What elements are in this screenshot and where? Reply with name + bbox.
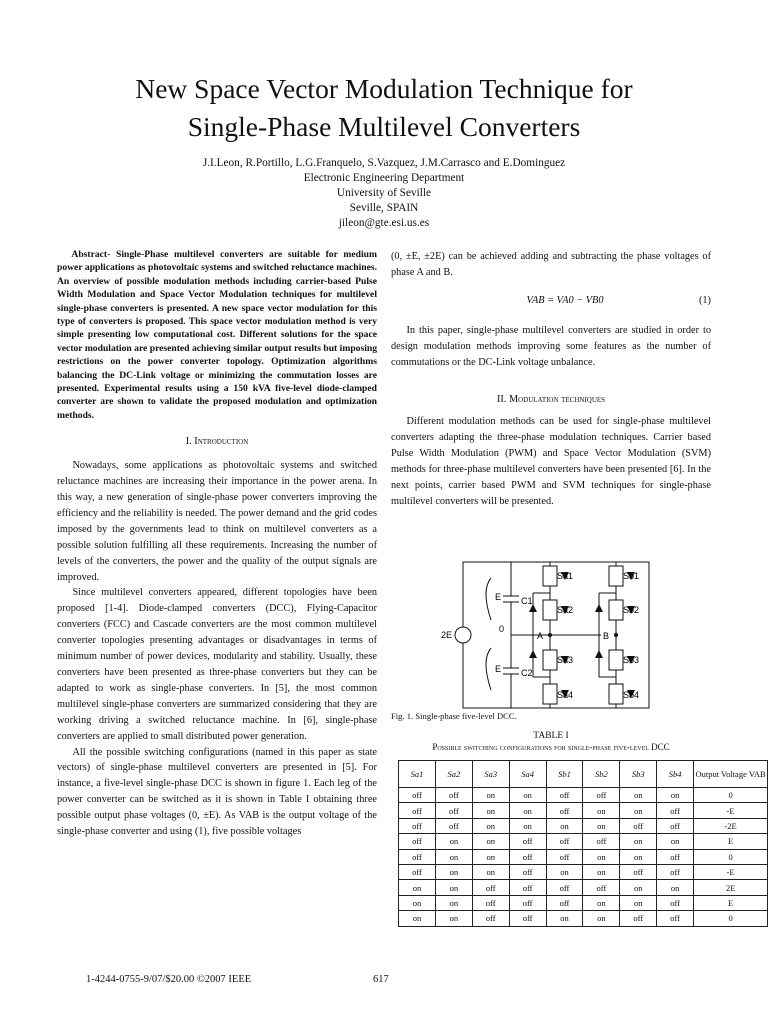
table-cell: on [546,911,583,926]
table-cell: off [509,849,546,864]
table-cell: off [546,834,583,849]
label-sa2: Sa2 [557,605,574,615]
left-column [57,248,377,840]
table-cell: on [399,911,436,926]
table-cell: E [694,834,768,849]
paper-title [0,70,768,146]
table-cell: off [546,803,583,818]
table-cell: off [509,834,546,849]
table-cell: off [583,834,620,849]
right-paragraph-2: In this paper, single-phase multilevel converters are studied in order to design modulation methods improving some features as the number of commutations or the DC-Link voltage unbalance. [391,324,711,368]
label-zero: 0 [499,624,505,634]
table-cell: on [546,818,583,833]
title-line-2: Single-Phase Multilevel Converters [187,111,581,142]
table-body [399,788,768,927]
table-cell: off [583,880,620,895]
table-cell: off [546,788,583,803]
label-c2: C2 [521,668,533,678]
table-cell: on [546,864,583,879]
table-title: Possible switching configurations for single-phase five-level DCC [432,742,670,752]
table-cell: on [472,803,509,818]
table-header-cell: Sa3 [472,761,509,788]
table-cell: -E [694,803,768,818]
table-header-cell: Sb2 [583,761,620,788]
table-cell: on [472,818,509,833]
table-cell: off [509,911,546,926]
section-1-heading: I. Introduction [185,436,249,448]
label-node-a: A [537,631,544,641]
label-sb4: Sb4 [623,690,640,700]
authors: J.I.Leon, R.Portillo, L.G.Franquelo, S.Vazquez, J.M.Carrasco and E.Dominguez [202,157,566,169]
table-cell: off [472,895,509,910]
label-sb3: Sb3 [623,655,640,665]
table-cell: off [399,864,436,879]
table-cell: off [620,911,657,926]
table-cell: off [472,911,509,926]
label-sa1: Sa1 [557,571,574,581]
table-cell: off [583,788,620,803]
table-cell: on [435,864,472,879]
title-line-1: New Space Vector Modulation Technique for [135,73,633,104]
table-row [399,849,768,864]
table-cell: 0 [694,788,768,803]
label-sa4: Sa4 [557,690,574,700]
table-cell: on [509,788,546,803]
table-cell: on [472,864,509,879]
table-cell: off [399,803,436,818]
table-cell: on [472,788,509,803]
table-cell: off [620,864,657,879]
table-cell: off [657,911,694,926]
table-header-cell: Sa2 [435,761,472,788]
table-row [399,895,768,910]
table-row [399,880,768,895]
table-cell: on [435,911,472,926]
table-cell: on [435,895,472,910]
copyright-footer: 1-4244-0755-9/07/$20.00 ©2007 IEEE [86,974,252,985]
table-cell: on [399,880,436,895]
label-2e: 2E [441,630,453,640]
table-cell: on [620,880,657,895]
university: University of Seville [336,187,432,199]
table-cell: off [509,864,546,879]
table-cell: off [509,895,546,910]
table-row [399,803,768,818]
table-cell: on [620,834,657,849]
table-cell: off [435,788,472,803]
table-cell: E [694,895,768,910]
table-row [399,834,768,849]
table-cell: -2E [694,818,768,833]
table-cell: on [620,788,657,803]
table-cell: 2E [694,880,768,895]
table-cell: off [657,864,694,879]
email: jileon@gte.esi.us.es [338,217,430,229]
table-label: TABLE I [533,731,569,741]
city: Seville, SPAIN [349,202,419,214]
table-cell: on [657,788,694,803]
table-cell: off [472,880,509,895]
table-cell: on [509,818,546,833]
table-cell: off [657,849,694,864]
equation-1 [391,293,711,309]
table-cell: on [583,849,620,864]
right-column [391,249,711,510]
table-row [399,818,768,833]
table-cell: 0 [694,849,768,864]
author-block [0,156,768,231]
table-cell: on [583,818,620,833]
table-cell: off [546,849,583,864]
label-c1: C1 [521,596,533,606]
table-cell: on [583,803,620,818]
department: Electronic Engineering Department [303,172,465,184]
right-paragraph-1: (0, ±E, ±2E) can be achieved adding and subtracting the phase voltages of phase A and B. [391,251,711,278]
circuit-diagram [441,560,661,710]
table-cell: off [509,880,546,895]
table-cell: off [399,818,436,833]
table-cell: on [435,849,472,864]
equation-text: VAB = VA0 − VB0 [526,294,604,306]
table-cell: on [583,864,620,879]
intro-paragraph-2: Since multilevel converters appeared, different topologies have been proposed [1-4]. Diode-clamped converters (DCC), Flying-Capacitor converters (FCC) and Cascade converters are the most common multilevel converter topologies presenting advantages or disadvantages in terms of minimum number of power devices, modularity and stability. Usually, these converters have been presented as three-phase converters but they can be adapted to work as single-phase converters. In [5], the most common multilevel single-phase converters are summarized considering that they are working driving a switched reluctance machine. In [6], single-phase converters are applied to small distributed power generation. [57,587,377,742]
table-cell: off [399,788,436,803]
table-cell: on [472,849,509,864]
label-e-top: E [495,592,502,602]
table-row [399,864,768,879]
table-cell: on [620,803,657,818]
table-cell: off [546,880,583,895]
dc-source-symbol [455,627,471,643]
table-cell: on [620,895,657,910]
abstract: Abstract- Single-Phase multilevel converters are suitable for medium power applications as photovoltaic systems and switched reluctance machines. An overview of possible modulation methods including carrier-based Pulse Width Modulation and Space Vector Modulation techniques for multilevel single-phase converters is presented. A new space vector modulation for this type of converters is proposed. This space vector modulation method is very simple presenting low computational cost. Different solutions for the space vector modulation are presented achieving similar output results but imposing restrictions on the power converter topology. Optimization algorithms balancing the DC-Link voltage or minimizing the commutation losses are presented. Experimental results using a 150 kVA five-level diode-clamped converter are shown to validate the proposed modulation and optimization methods. [57,249,377,421]
right-paragraph-3: Different modulation methods can be used for single-phase multilevel converters adapting the three-phase modulation techniques. Carrier based Pulse Width Modulation (PWM) and Space Vector Modulation (SVM) methods for three-phase multilevel converters have been presented [6]. In the next points, carrier based PWM and SVM techniques for single-phase multilevel converters will be presented. [391,416,711,507]
table-cell: off [657,818,694,833]
table-header-cell: Sa4 [509,761,546,788]
table-header-cell: Sb4 [657,761,694,788]
table-cell: on [399,895,436,910]
table-header-cell: Sa1 [399,761,436,788]
table-cell: -E [694,864,768,879]
equation-number: (1) [698,294,711,306]
label-sa3: Sa3 [557,655,574,665]
table-cell: on [657,880,694,895]
table-row [399,911,768,926]
page-number: 617 [373,974,389,985]
table-cell: on [509,803,546,818]
table-cell: on [435,880,472,895]
table-cell: 0 [694,911,768,926]
table-cell: off [657,895,694,910]
label-e-bottom: E [495,664,502,674]
table-cell: off [435,803,472,818]
table-cell: on [620,849,657,864]
table-header-cell: Sb3 [620,761,657,788]
label-sb1: Sb1 [623,571,640,581]
table-cell: on [435,834,472,849]
table-cell: on [583,895,620,910]
table-cell: off [399,849,436,864]
table-row [399,788,768,803]
table-cell: off [546,895,583,910]
table-header-row [399,761,768,788]
table-cell: off [657,803,694,818]
section-2-heading: II. Modulation techniques [496,394,606,406]
switching-table [398,760,768,927]
table-cell: on [657,834,694,849]
table-header-cell: Output Voltage VAB [694,761,768,788]
intro-paragraph-3: All the possible switching configurations (named in this paper as state vectors) of single-phase multilevel converters are presented in [5]. For instance, a five-level single-phase DCC is shown in figure 1. Each leg of the power converter can be switched as it is shown in Table I obtaining three possible output phase voltages (0, ±E). As VAB is the output voltage of the single-phase converter and using (1), five possible voltages [57,746,377,838]
intro-paragraph-1: Nowadays, some applications as photovoltaic systems and switched reluctance machines are increasing their importance in the power arena. In this way, a new generation of single-phase power converters improving the efficiency and the reliability is needed. The power demand and the grid codes imposed by the governments lead to think on multilevel converters as a possible solution fulfilling all these requirements. Increasing the number of levels of the converters, the power and the quality of the output signals are improved. [57,460,377,583]
table-cell: off [435,818,472,833]
table-cell: on [472,834,509,849]
table-header-cell: Sb1 [546,761,583,788]
table-cell: off [399,834,436,849]
figure-caption: Fig. 1. Single-phase five-level DCC. [391,711,517,721]
table-cell: off [620,818,657,833]
label-node-b: B [603,631,610,641]
table-cell: on [583,911,620,926]
label-sb2: Sb2 [623,605,640,615]
